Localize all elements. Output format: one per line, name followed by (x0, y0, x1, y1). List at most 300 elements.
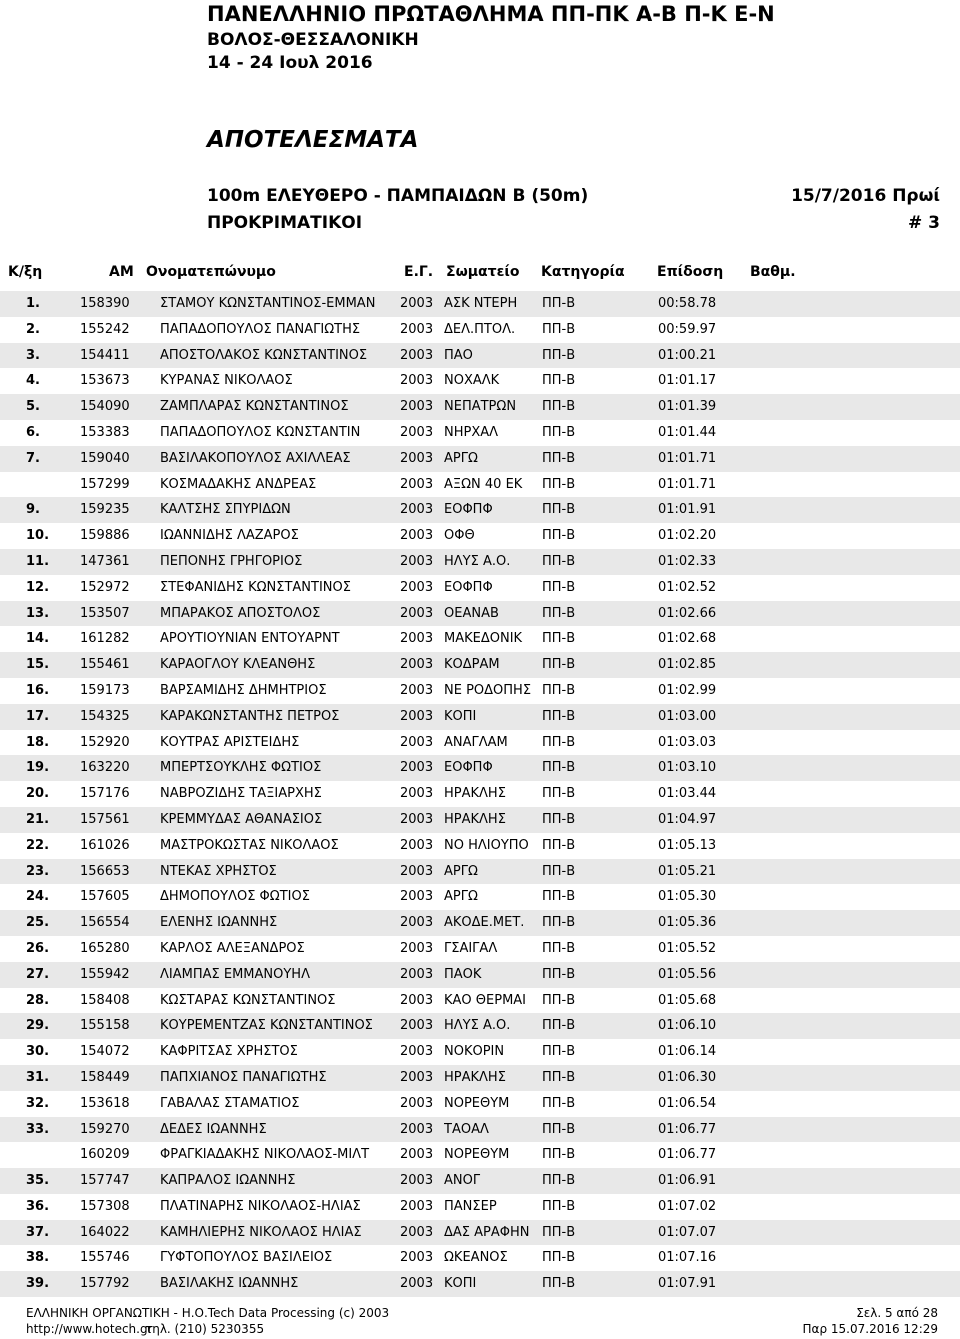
time-cell: 01:02.52 (658, 579, 717, 595)
event-datetime: 15/7/2016 Πρωί (791, 186, 940, 206)
category-cell: ΠΠ-Β (542, 502, 576, 518)
rank-cell: 37. (26, 1224, 50, 1240)
year-cell: 2003 (400, 1173, 434, 1189)
rank-cell: 13. (26, 605, 50, 621)
club-cell: ΕΟΦΠΦ (444, 579, 493, 595)
name-cell: ΑΡΟΥΤΙΟΥΝΙΑΝ ΕΝΤΟΥΑΡΝΤ (160, 631, 340, 647)
time-cell: 01:04.97 (658, 811, 717, 827)
category-cell: ΠΠ-Β (542, 863, 576, 879)
rank-cell: 18. (26, 734, 50, 750)
rank-cell: 22. (26, 837, 50, 853)
am-cell: 154090 (80, 399, 130, 415)
table-row (0, 884, 960, 910)
table-row (0, 1117, 960, 1143)
club-cell: ΗΛΥΣ Α.Ο. (444, 553, 511, 569)
am-cell: 153507 (80, 605, 130, 621)
am-cell: 163220 (80, 760, 130, 776)
time-cell: 01:01.17 (658, 373, 717, 389)
am-cell: 158449 (80, 1069, 130, 1085)
time-cell: 01:07.91 (658, 1276, 717, 1292)
rank-cell: 38. (26, 1250, 50, 1266)
results-table (0, 291, 960, 1297)
category-cell: ΠΠ-Β (542, 760, 576, 776)
am-cell: 160209 (80, 1147, 130, 1163)
category-cell: ΠΠ-Β (542, 1121, 576, 1137)
col-name: Ονοματεπώνυμο (146, 264, 276, 280)
time-cell: 01:02.85 (658, 657, 717, 673)
am-cell: 159270 (80, 1121, 130, 1137)
year-cell: 2003 (400, 553, 434, 569)
rank-cell: 32. (26, 1095, 50, 1111)
name-cell: ΕΛΕΝΗΣ ΙΩΑΝΝΗΣ (160, 915, 278, 931)
club-cell: ΔΕΛ.ΠΤΟΛ. (444, 321, 516, 337)
am-cell: 156653 (80, 863, 130, 879)
rank-cell: 12. (26, 579, 50, 595)
column-headers (0, 264, 960, 284)
table-row (0, 859, 960, 885)
time-cell: 01:07.07 (658, 1224, 717, 1240)
rank-cell: 36. (26, 1198, 50, 1214)
name-cell: ΣΤΑΜΟΥ ΚΩΝΣΤΑΝΤΙΝΟΣ-ΕΜΜΑΝ (160, 296, 376, 311)
time-cell: 01:06.10 (658, 1018, 717, 1034)
club-cell: ΑΝΑΓΛΑΜ (444, 734, 508, 750)
category-cell: ΠΠ-Β (542, 940, 576, 956)
am-cell: 153673 (80, 373, 130, 389)
category-cell: ΠΠ-Β (542, 528, 576, 544)
footer-url: http://www.hotech.gr (26, 1322, 153, 1336)
table-row (0, 1220, 960, 1246)
time-cell: 01:06.14 (658, 1044, 717, 1060)
club-cell: ΗΛΥΣ Α.Ο. (444, 1018, 511, 1034)
championship-title: ΠΑΝΕΛΛΗΝΙΟ ΠΡΩΤΑΘΛΗΜΑ ΠΠ-ΠΚ Α-Β Π-Κ Ε-Ν (207, 2, 775, 26)
name-cell: ΚΥΡΑΝΑΣ ΝΙΚΟΛΑΟΣ (160, 373, 293, 389)
section-title: ΑΠΟΤΕΛΕΣΜΑΤΑ (207, 127, 419, 153)
table-row (0, 523, 960, 549)
category-cell: ΠΠ-Β (542, 1198, 576, 1214)
year-cell: 2003 (400, 605, 434, 621)
table-row (0, 936, 960, 962)
club-cell: ΝΕΠΑΤΡΩΝ (444, 399, 517, 415)
name-cell: ΒΑΡΣΑΜΙΔΗΣ ΔΗΜΗΤΡΙΟΣ (160, 682, 327, 698)
table-row (0, 910, 960, 936)
col-club: Σωματείο (446, 264, 520, 280)
am-cell: 161282 (80, 631, 130, 647)
table-row (0, 1194, 960, 1220)
am-cell: 159886 (80, 528, 130, 544)
am-cell: 154325 (80, 708, 130, 724)
category-cell: ΠΠ-Β (542, 296, 576, 311)
name-cell: ΚΡΕΜΜΥΔΑΣ ΑΘΑΝΑΣΙΟΣ (160, 811, 323, 827)
name-cell: ΝΤΕΚΑΣ ΧΡΗΣΤΟΣ (160, 863, 277, 879)
club-cell: ΝΟ ΗΛΙΟΥΠΟ (444, 837, 529, 853)
category-cell: ΠΠ-Β (542, 837, 576, 853)
event-number: # 3 (908, 213, 940, 233)
year-cell: 2003 (400, 476, 434, 492)
club-cell: ΗΡΑΚΛΗΣ (444, 786, 506, 802)
table-row (0, 704, 960, 730)
am-cell: 147361 (80, 553, 130, 569)
table-row (0, 343, 960, 369)
am-cell: 156554 (80, 915, 130, 931)
club-cell: ΚΟΔΡΑΜ (444, 657, 500, 673)
time-cell: 01:06.54 (658, 1095, 717, 1111)
category-cell: ΠΠ-Β (542, 657, 576, 673)
year-cell: 2003 (400, 682, 434, 698)
time-cell: 01:05.13 (658, 837, 717, 853)
table-row (0, 807, 960, 833)
club-cell: ΑΣΚ ΝΤΕΡΗ (444, 296, 518, 311)
category-cell: ΠΠ-Β (542, 321, 576, 337)
time-cell: 01:01.39 (658, 399, 717, 415)
category-cell: ΠΠ-Β (542, 786, 576, 802)
category-cell: ΠΠ-Β (542, 1224, 576, 1240)
year-cell: 2003 (400, 528, 434, 544)
am-cell: 153618 (80, 1095, 130, 1111)
rank-cell: 16. (26, 682, 50, 698)
year-cell: 2003 (400, 657, 434, 673)
rank-cell: 2. (26, 321, 40, 337)
name-cell: ΒΑΣΙΛΑΚΗΣ ΙΩΑΝΝΗΣ (160, 1276, 299, 1292)
table-row (0, 1039, 960, 1065)
name-cell: ΚΟΥΤΡΑΣ ΑΡΙΣΤΕΙΔΗΣ (160, 734, 300, 750)
table-row (0, 291, 960, 317)
rank-cell: 29. (26, 1018, 50, 1034)
time-cell: 01:05.68 (658, 992, 717, 1008)
club-cell: ΑΚΟΔΕ.ΜΕΤ. (444, 915, 525, 931)
year-cell: 2003 (400, 1069, 434, 1085)
year-cell: 2003 (400, 424, 434, 440)
club-cell: ΔΑΣ ΑΡΑΦΗΝ (444, 1224, 530, 1240)
rank-cell: 39. (26, 1276, 50, 1292)
year-cell: 2003 (400, 811, 434, 827)
col-category: Κατηγορία (541, 264, 625, 280)
table-row (0, 446, 960, 472)
time-cell: 01:05.36 (658, 915, 717, 931)
year-cell: 2003 (400, 1147, 434, 1163)
am-cell: 155158 (80, 1018, 130, 1034)
time-cell: 01:05.56 (658, 966, 717, 982)
am-cell: 158408 (80, 992, 130, 1008)
col-am: ΑΜ (109, 264, 134, 280)
category-cell: ΠΠ-Β (542, 1044, 576, 1060)
name-cell: ΚΟΥΡΕΜΕΝΤΖΑΣ ΚΩΝΣΤΑΝΤΙΝΟΣ (160, 1018, 373, 1034)
table-row (0, 678, 960, 704)
table-row (0, 420, 960, 446)
am-cell: 164022 (80, 1224, 130, 1240)
table-row (0, 549, 960, 575)
table-row (0, 394, 960, 420)
club-cell: ΕΟΦΠΦ (444, 760, 493, 776)
category-cell: ΠΠ-Β (542, 734, 576, 750)
category-cell: ΠΠ-Β (542, 708, 576, 724)
category-cell: ΠΠ-Β (542, 811, 576, 827)
club-cell: ΝΟΚΟΡΙΝ (444, 1044, 505, 1060)
rank-cell: 19. (26, 760, 50, 776)
club-cell: ΝΗΡΧΑΛ (444, 424, 499, 440)
name-cell: ΔΗΜΟΠΟΥΛΟΣ ΦΩΤΙΟΣ (160, 889, 310, 905)
footer-org: ΕΛΛΗΝΙΚΗ ΟΡΓΑΝΩΤΙΚΗ - Η.Ο.Tech Data Processing (c) 2003 (26, 1306, 390, 1320)
am-cell: 154411 (80, 347, 130, 363)
club-cell: ΚΑΟ ΘΕΡΜΑΙ (444, 992, 527, 1008)
time-cell: 00:59.97 (658, 321, 717, 337)
rank-cell: 7. (26, 450, 40, 466)
club-cell: ΜΑΚΕΔΟΝΙΚ (444, 631, 523, 647)
year-cell: 2003 (400, 631, 434, 647)
am-cell: 155242 (80, 321, 130, 337)
table-row (0, 601, 960, 627)
am-cell: 155461 (80, 657, 130, 673)
rank-cell: 35. (26, 1173, 50, 1189)
category-cell: ΠΠ-Β (542, 399, 576, 415)
name-cell: ΚΑΜΗΛΙΕΡΗΣ ΝΙΚΟΛΑΟΣ ΗΛΙΑΣ (160, 1224, 362, 1240)
round-name: ΠΡΟΚΡΙΜΑΤΙΚΟΙ (207, 213, 363, 233)
time-cell: 01:02.99 (658, 682, 717, 698)
name-cell: ΠΑΠΑΔΟΠΟΥΛΟΣ ΠΑΝΑΓΙΩΤΗΣ (160, 321, 361, 337)
category-cell: ΠΠ-Β (542, 424, 576, 440)
club-cell: ΠΑΟΚ (444, 966, 482, 982)
category-cell: ΠΠ-Β (542, 1276, 576, 1292)
rank-cell: 3. (26, 347, 40, 363)
table-row (0, 1065, 960, 1091)
am-cell: 159173 (80, 682, 130, 698)
rank-cell: 21. (26, 811, 50, 827)
time-cell: 01:03.00 (658, 708, 717, 724)
table-row (0, 1245, 960, 1271)
venue: ΒΟΛΟΣ-ΘΕΣΣΑΛΟΝΙΚΗ (207, 30, 419, 50)
rank-cell: 15. (26, 657, 50, 673)
club-cell: ΑΝΟΓ (444, 1173, 481, 1189)
am-cell: 152920 (80, 734, 130, 750)
year-cell: 2003 (400, 966, 434, 982)
time-cell: 01:02.20 (658, 528, 717, 544)
time-cell: 01:07.16 (658, 1250, 717, 1266)
name-cell: ΔΕΔΕΣ ΙΩΑΝΝΗΣ (160, 1121, 267, 1137)
rank-cell: 30. (26, 1044, 50, 1060)
time-cell: 01:06.77 (658, 1121, 717, 1137)
table-row (0, 730, 960, 756)
am-cell: 157605 (80, 889, 130, 905)
am-cell: 159040 (80, 450, 130, 466)
name-cell: ΠΑΠΑΔΟΠΟΥΛΟΣ ΚΩΝΣΤΑΝΤΙΝ (160, 424, 361, 440)
club-cell: ΗΡΑΚΛΗΣ (444, 1069, 506, 1085)
am-cell: 157747 (80, 1173, 130, 1189)
club-cell: ΚΟΠΙ (444, 708, 477, 724)
rank-cell: 23. (26, 863, 50, 879)
category-cell: ΠΠ-Β (542, 1095, 576, 1111)
club-cell: ΩΚΕΑΝΟΣ (444, 1250, 508, 1266)
name-cell: ΦΡΑΓΚΙΑΔΑΚΗΣ ΝΙΚΟΛΑΟΣ-ΜΙΛΤ (160, 1147, 370, 1163)
am-cell: 158390 (80, 296, 130, 311)
name-cell: ΑΠΟΣΤΟΛΑΚΟΣ ΚΩΝΣΤΑΝΤΙΝΟΣ (160, 347, 368, 363)
category-cell: ΠΠ-Β (542, 605, 576, 621)
rank-cell: 17. (26, 708, 50, 724)
name-cell: ΚΑΡΛΟΣ ΑΛΕΞΑΝΔΡΟΣ (160, 940, 305, 956)
footer-page: Σελ. 5 από 28 (856, 1306, 938, 1320)
name-cell: ΚΑΡΑΟΓΛΟΥ ΚΛΕΑΝΘΗΣ (160, 657, 316, 673)
name-cell: ΚΑΡΑΚΩΝΣΤΑΝΤΗΣ ΠΕΤΡΟΣ (160, 708, 340, 724)
name-cell: ΜΑΣΤΡΟΚΩΣΤΑΣ ΝΙΚΟΛΑΟΣ (160, 837, 339, 853)
name-cell: ΜΠΕΡΤΣΟΥΚΛΗΣ ΦΩΤΙΟΣ (160, 760, 322, 776)
time-cell: 01:01.71 (658, 450, 717, 466)
club-cell: ΠΑΝΣΕΡ (444, 1198, 497, 1214)
category-cell: ΠΠ-Β (542, 966, 576, 982)
dates: 14 - 24 Ιουλ 2016 (207, 53, 373, 73)
am-cell: 165280 (80, 940, 130, 956)
name-cell: ΜΠΑΡΑΚΟΣ ΑΠΟΣΤΟΛΟΣ (160, 605, 321, 621)
year-cell: 2003 (400, 1276, 434, 1292)
club-cell: ΝΟΡΕΘΥΜ (444, 1147, 510, 1163)
club-cell: ΝΟΡΕΘΥΜ (444, 1095, 510, 1111)
time-cell: 01:06.77 (658, 1147, 717, 1163)
time-cell: 01:05.30 (658, 889, 717, 905)
table-row (0, 1142, 960, 1168)
year-cell: 2003 (400, 915, 434, 931)
club-cell: ΟΦΘ (444, 528, 475, 544)
year-cell: 2003 (400, 863, 434, 879)
club-cell: ΤΑΟΑΛ (444, 1121, 489, 1137)
club-cell: ΝΟΧΑΛΚ (444, 373, 500, 389)
category-cell: ΠΠ-Β (542, 1018, 576, 1034)
year-cell: 2003 (400, 760, 434, 776)
club-cell: ΗΡΑΚΛΗΣ (444, 811, 506, 827)
club-cell: ΚΟΠΙ (444, 1276, 477, 1292)
am-cell: 159235 (80, 502, 130, 518)
time-cell: 01:05.21 (658, 863, 717, 879)
table-row (0, 1091, 960, 1117)
year-cell: 2003 (400, 734, 434, 750)
year-cell: 2003 (400, 502, 434, 518)
rank-cell: 33. (26, 1121, 50, 1137)
name-cell: ΖΑΜΠΛΑΡΑΣ ΚΩΝΣΤΑΝΤΙΝΟΣ (160, 399, 349, 415)
table-row (0, 368, 960, 394)
year-cell: 2003 (400, 837, 434, 853)
category-cell: ΠΠ-Β (542, 1250, 576, 1266)
rank-cell: 5. (26, 399, 40, 415)
club-cell: ΑΡΓΩ (444, 863, 478, 879)
category-cell: ΠΠ-Β (542, 476, 576, 492)
club-cell: ΑΡΓΩ (444, 889, 478, 905)
year-cell: 2003 (400, 373, 434, 389)
footer-phone: τηλ. (210) 5230355 (145, 1322, 265, 1336)
rank-cell: 24. (26, 889, 50, 905)
name-cell: ΚΩΣΤΑΡΑΣ ΚΩΝΣΤΑΝΤΙΝΟΣ (160, 992, 336, 1008)
category-cell: ΠΠ-Β (542, 682, 576, 698)
year-cell: 2003 (400, 579, 434, 595)
name-cell: ΚΟΣΜΑΔΑΚΗΣ ΑΝΔΡΕΑΣ (160, 476, 317, 492)
name-cell: ΚΑΛΤΣΗΣ ΣΠΥΡΙΔΩΝ (160, 502, 291, 518)
time-cell: 01:03.10 (658, 760, 717, 776)
col-rank: Κ/ξη (8, 264, 43, 280)
category-cell: ΠΠ-Β (542, 1147, 576, 1163)
time-cell: 01:05.52 (658, 940, 717, 956)
rank-cell: 6. (26, 424, 40, 440)
year-cell: 2003 (400, 1224, 434, 1240)
table-row (0, 1013, 960, 1039)
name-cell: ΣΤΕΦΑΝΙΔΗΣ ΚΩΝΣΤΑΝΤΙΝΟΣ (160, 579, 351, 595)
rank-cell: 26. (26, 940, 50, 956)
table-row (0, 497, 960, 523)
col-points: Βαθμ. (750, 264, 796, 280)
time-cell: 01:03.03 (658, 734, 717, 750)
category-cell: ΠΠ-Β (542, 992, 576, 1008)
year-cell: 2003 (400, 786, 434, 802)
year-cell: 2003 (400, 399, 434, 415)
time-cell: 01:07.02 (658, 1198, 717, 1214)
category-cell: ΠΠ-Β (542, 450, 576, 466)
time-cell: 01:03.44 (658, 786, 717, 802)
table-row (0, 962, 960, 988)
year-cell: 2003 (400, 940, 434, 956)
rank-cell: 27. (26, 966, 50, 982)
year-cell: 2003 (400, 889, 434, 905)
time-cell: 01:06.30 (658, 1069, 717, 1085)
am-cell: 157561 (80, 811, 130, 827)
rank-cell: 9. (26, 502, 40, 518)
club-cell: ΑΞΩΝ 40 ΕΚ (444, 476, 523, 492)
club-cell: ΝΕ ΡΟΔΟΠΗΣ (444, 682, 532, 698)
year-cell: 2003 (400, 1095, 434, 1111)
table-row (0, 1168, 960, 1194)
time-cell: 01:02.68 (658, 631, 717, 647)
footer-printed: Παρ 15.07.2016 12:29 (802, 1322, 938, 1336)
time-cell: 01:01.44 (658, 424, 717, 440)
am-cell: 155746 (80, 1250, 130, 1266)
rank-cell: 14. (26, 631, 50, 647)
am-cell: 157792 (80, 1276, 130, 1292)
club-cell: ΟΕΑΝΑΒ (444, 605, 499, 621)
table-row (0, 626, 960, 652)
table-row (0, 575, 960, 601)
rank-cell: 28. (26, 992, 50, 1008)
name-cell: ΓΑΒΑΛΑΣ ΣΤΑΜΑΤΙΟΣ (160, 1095, 300, 1111)
time-cell: 01:00.21 (658, 347, 717, 363)
year-cell: 2003 (400, 347, 434, 363)
time-cell: 01:02.66 (658, 605, 717, 621)
table-row (0, 472, 960, 498)
name-cell: ΚΑΠΡΑΛΟΣ ΙΩΑΝΝΗΣ (160, 1173, 296, 1189)
club-cell: ΑΡΓΩ (444, 450, 478, 466)
year-cell: 2003 (400, 1018, 434, 1034)
name-cell: ΝΑΒΡΟΖΙΔΗΣ ΤΑΞΙΑΡΧΗΣ (160, 786, 322, 802)
name-cell: ΠΑΠΧΙΑΝΟΣ ΠΑΝΑΓΙΩΤΗΣ (160, 1069, 327, 1085)
category-cell: ΠΠ-Β (542, 1069, 576, 1085)
rank-cell: 25. (26, 915, 50, 931)
table-row (0, 755, 960, 781)
time-cell: 01:01.71 (658, 476, 717, 492)
time-cell: 01:01.91 (658, 502, 717, 518)
rank-cell: 20. (26, 786, 50, 802)
category-cell: ΠΠ-Β (542, 889, 576, 905)
table-row (0, 1271, 960, 1297)
rank-cell: 11. (26, 553, 50, 569)
table-row (0, 317, 960, 343)
rank-cell: 10. (26, 528, 50, 544)
am-cell: 152972 (80, 579, 130, 595)
col-year: Ε.Γ. (404, 264, 434, 280)
table-row (0, 781, 960, 807)
col-time: Επίδοση (657, 264, 724, 280)
year-cell: 2003 (400, 296, 434, 311)
am-cell: 157176 (80, 786, 130, 802)
am-cell: 157299 (80, 476, 130, 492)
club-cell: ΓΣΑΙΓΑΛ (444, 940, 498, 956)
category-cell: ΠΠ-Β (542, 579, 576, 595)
am-cell: 157308 (80, 1198, 130, 1214)
year-cell: 2003 (400, 992, 434, 1008)
time-cell: 00:58.78 (658, 296, 717, 311)
category-cell: ΠΠ-Β (542, 1173, 576, 1189)
name-cell: ΛΙΑΜΠΑΣ ΕΜΜΑΝΟΥΗΛ (160, 966, 310, 982)
